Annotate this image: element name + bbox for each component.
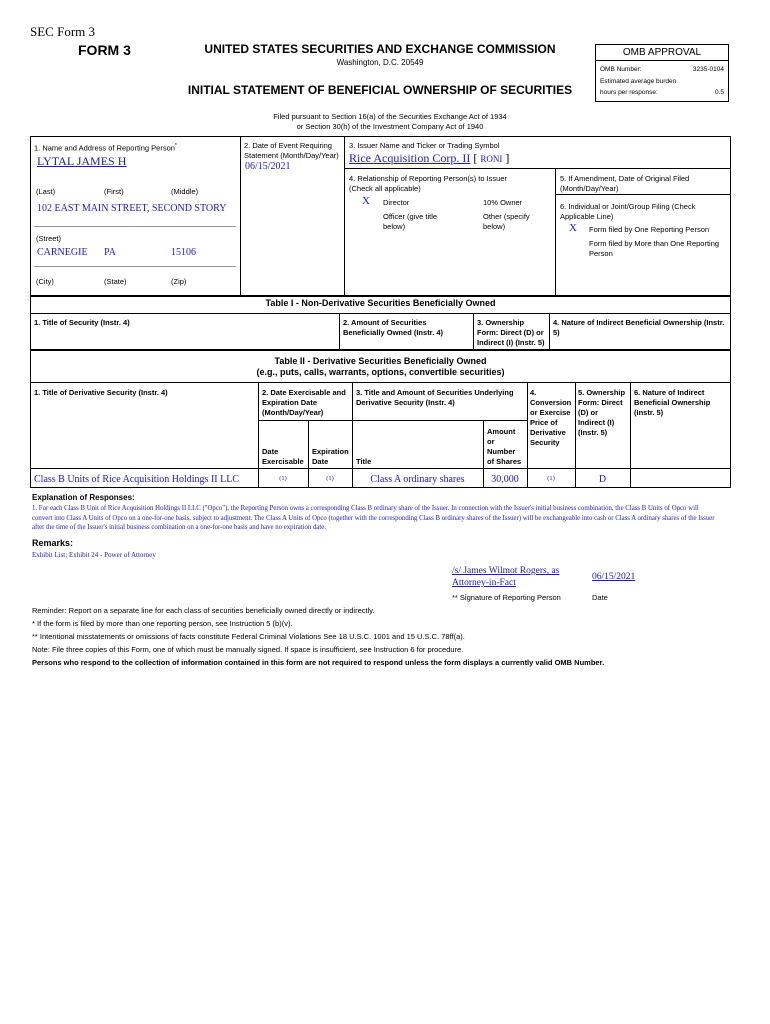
footnote-3: Note: File three copies of this Form, one of which must be manually signed. If space is insufficient, see Instruction 6 for procedure. [32,645,464,654]
filed-pursuant-line-1: Filed pursuant to Section 16(a) of the Securities Exchange Act of 1934 [273,112,507,121]
table2-col2-header-1: 2. Date Exercisable and [262,388,346,397]
sub-title: Title [356,457,372,466]
more-persons-label-2: Person [589,249,613,258]
derivative-security-title: Class B Units of Rice Acquisition Holdings II LLC [34,474,239,485]
other-label-2: below) [483,222,506,231]
ten-percent-owner-label: 10% Owner [483,198,523,207]
table1-col4-header-1: 4. Nature of Indirect Beneficial Ownership (Instr. [553,318,725,327]
city-label: (City) [36,277,54,286]
explanation-title: Explanation of Responses: [32,493,135,502]
table2-col6-header-3: (Instr. 5) [634,408,664,417]
table1-col3-header-1: 3. Ownership [477,318,525,327]
underlying-title-value: Class A ordinary shares [370,474,465,485]
table2-col6-header-1: 6. Nature of Indirect [634,388,705,397]
remarks-title: Remarks: [32,538,74,548]
middle-label: (Middle) [171,187,199,196]
officer-label-1: Officer (give title [383,212,438,221]
table1-col4-header-2: 5) [553,328,560,337]
director-label: Director [383,198,410,207]
table2-col4-header-1: 4. [530,388,537,397]
box1-label: 1. Name and Address of Reporting Person* [34,143,177,153]
more-persons-label-1: Form filed by More than One Reporting [589,239,720,248]
sub-expiration-1: Expiration [312,447,349,456]
zip-value: 15106 [171,247,196,258]
one-person-check-mark[interactable]: X [569,222,577,234]
one-person-label: Form filed by One Reporting Person [589,225,710,234]
sub-date-exercisable-1: Date [262,447,279,456]
box6-label-1: 6. Individual or Joint/Group Filing (Check [560,202,696,211]
box5-label-1: 5. If Amendment, Date of Original Filed [560,174,690,183]
omb-number-label: OMB Number: [600,66,642,73]
director-check-mark[interactable]: X [362,195,370,207]
date-label: Date [592,593,608,602]
footnote-1: * If the form is filed by more than one reporting person, see Instruction 5 (b)(v). [32,619,293,628]
filed-pursuant-line-2: or Section 30(h) of the Investment Company Act of 1940 [296,122,484,131]
reporting-person-name-link[interactable]: LYTAL JAMES H [37,154,127,168]
other-label-1: Other (specify [483,212,530,221]
omb-number: 3235-0104 [692,66,724,73]
table2-col4-header-3: or Exercise [530,408,571,417]
table1-col2-header-2: Beneficially Owned (Instr. 4) [343,328,444,337]
table2-col5-header-3: (D) or [578,408,598,417]
box4-label-1: 4. Relationship of Reporting Person(s) to Issuer [349,174,507,183]
zip-label: (Zip) [171,277,187,286]
table2-col2-header-2: Expiration Date [262,398,318,407]
sub-expiration-2: Date [312,457,329,466]
table2-col5-header-1: 5. Ownership [578,388,626,397]
table1-col3-header-3: Indirect (I) (Instr. 5) [477,338,545,347]
omb-approval-box [595,44,729,102]
state-label: (State) [104,277,127,286]
footnote-2: ** Intentional misstatements or omissions of facts constitute Federal Criminal Violations See 18 U.S.C. 1001 and 15 U.S.C. 78ff(a). [32,632,465,641]
omb-burden-label-1: Estimated average burden [600,78,677,85]
box6-label-2: Applicable Line) [560,212,614,221]
table2-col4-header-2: Conversion [530,398,572,407]
agency-location: Washington, D.C. 20549 [336,58,424,67]
event-date-value: 06/15/2021 [245,161,291,172]
table2-col1-header: 1. Title of Derivative Security (Instr. 4) [34,388,168,397]
table2-col5-header-5: (Instr. 5) [578,428,608,437]
form-title: FORM 3 [78,42,131,58]
table2-col3-header-2: Derivative Security (Instr. 4) [356,398,455,407]
date-exercisable-value: (1) [279,475,287,482]
street-value: 102 EAST MAIN STREET, SECOND STORY [37,203,227,214]
box5-label-2: (Month/Day/Year) [560,184,619,193]
sub-date-exercisable-2: Exercisable [262,457,304,466]
signature-label: ** Signature of Reporting Person [452,593,561,602]
reminder-text: Reminder: Report on a separate line for each class of securities beneficially owned directly or indirectly. [32,606,375,615]
omb-burden-value: 0.5 [714,89,724,96]
box2-label-1: 2. Date of Event Requiring [244,141,332,150]
underlying-amount-value: 30,000 [491,474,519,485]
ownership-form-value: D [598,474,607,485]
sub-amount-2: or [487,437,495,446]
explanation-text: 1. For each Class B Unit of Rice Acquisition Holdings II LLC ("Opco"), the Reporting Person owns a corresponding Class B ordinary share of the Issuer. In connection with the Issuer's initial business combination, the Class B Units of Opco will convert into Class A Units of Opco on a one-for-one basis, subject to adjustment. The Class A Units of Opco (together with the corresponding Class B ordinary shares of the Issuer) will be exchangeable into cash or Class A ordinary shares of the Issuer after the time of the Issuer's initial business combination on a one-for-one basis and have no expiration date. [32,505,715,531]
form-reference: SEC Form 3 [30,24,96,39]
issuer-name-link[interactable]: Rice Acquisition Corp. II [349,151,471,165]
box2-label-2: Statement (Month/Day/Year) [244,151,339,160]
table2-col4-header-6: Security [530,438,560,447]
sub-amount-1: Amount [487,427,516,436]
signature-line-2[interactable]: Attorney-in-Fact [452,578,516,588]
table1-col2-header-1: 2. Amount of Securities [343,318,427,327]
street-label: (Street) [36,234,62,243]
table2-col5-header-2: Form: Direct [578,398,623,407]
officer-label-2: below) [383,222,406,231]
table1-title: Table I - Non-Derivative Securities Beneficially Owned [265,298,496,308]
table2-col6-header-2: Beneficial Ownership [634,398,711,407]
table2-col3-header-1: 3. Title and Amount of Securities Underlying [356,388,514,397]
omb-persons-notice: Persons who respond to the collection of information contained in this form are not required to respond unless the form displays a currently valid OMB Number. [32,658,605,667]
sub-amount-4: of Shares [487,457,522,466]
box3-label: 3. Issuer Name and Ticker or Trading Symbol [349,141,500,150]
last-label: (Last) [36,187,56,196]
omb-title: OMB APPROVAL [596,45,728,61]
table2-title-1: Table II - Derivative Securities Beneficially Owned [274,356,487,366]
table1-col3-header-2: Form: Direct (D) or [477,328,544,337]
state-value: PA [104,247,116,258]
table1-col1-header: 1. Title of Security (Instr. 4) [34,318,130,327]
ticker-symbol: RONI [480,154,503,164]
statement-title: INITIAL STATEMENT OF BENEFICIAL OWNERSHIP OF SECURITIES [187,83,573,97]
signature-date: 06/15/2021 [592,572,636,582]
first-label: (First) [104,187,124,196]
sub-amount-3: Number [487,447,516,456]
agency-name: UNITED STATES SECURITIES AND EXCHANGE COMMISSION [204,42,556,56]
table2-col4-header-4: Price of [530,418,558,427]
conversion-price-value: (1) [547,475,555,482]
issuer-line: Rice Acquisition Corp. II [ RONI ] [349,151,510,165]
table2-col2-header-3: (Month/Day/Year) [262,408,324,417]
table2-col4-header-5: Derivative [530,428,566,437]
omb-burden-label-2: hours per response: [600,89,658,96]
remarks-text: Exhibit List: Exhibit 24 - Power of Attorney [32,551,156,559]
signature-line-1[interactable]: /s/ James Wilmot Rogers, as [452,566,560,576]
box4-label-2: (Check all applicable) [349,184,421,193]
expiration-date-value: (1) [326,475,334,482]
table2-col5-header-4: Indirect (I) [578,418,615,427]
city-value: CARNEGIE [37,247,88,258]
table2-title-2: (e.g., puts, calls, warrants, options, convertible securities) [256,367,505,377]
